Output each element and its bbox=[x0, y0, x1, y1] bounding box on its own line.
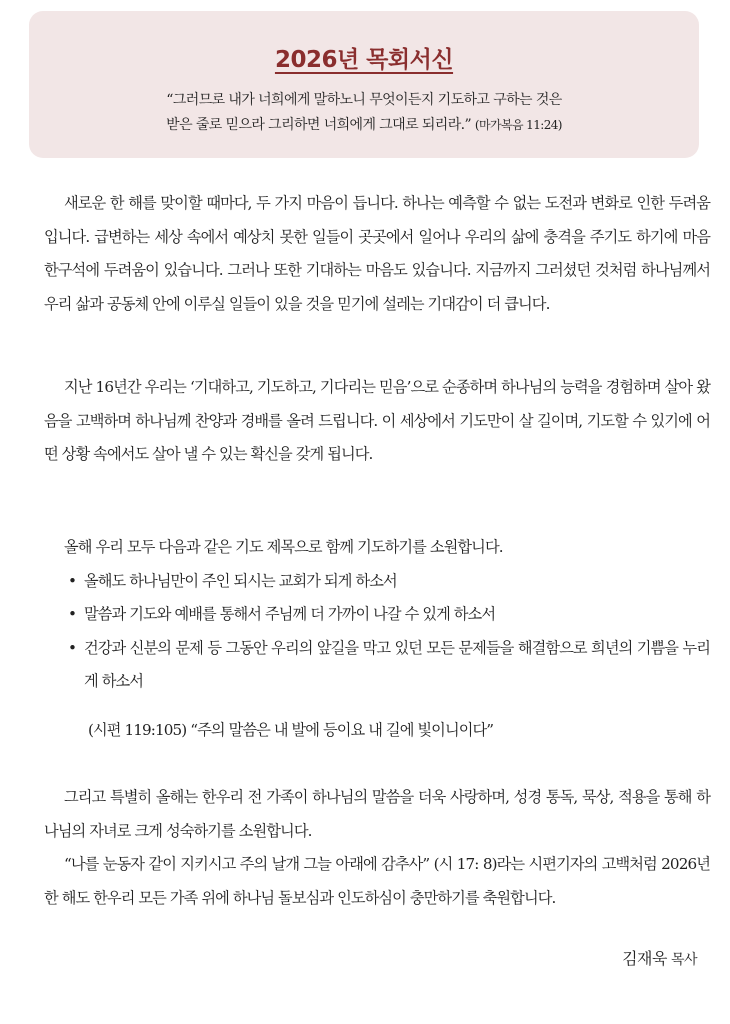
bullet-icon: • bbox=[68, 605, 77, 623]
closing-section bbox=[44, 781, 710, 915]
verse-line-1: “그러므로 내가 너희에게 말하노니 무엇이든지 기도하고 구하는 것은 bbox=[166, 92, 562, 108]
paragraph-5-text: “나를 눈동자 같이 지키시고 주의 날개 그늘 아래에 감추사” (시 17: 8)라는 시편기자의 고백처럼 2026년 한 해도 한우리 모든 가족 위에 하나님 돌보심과 인도하심이 충만하기를 축원합니다. bbox=[44, 855, 710, 907]
verse-line-2-text: 받은 줄로 믿으라 그리하면 너희에게 그대로 되리라.” bbox=[166, 117, 472, 133]
header-box bbox=[29, 11, 699, 158]
prayer-item bbox=[44, 632, 710, 699]
paragraph-2 bbox=[44, 371, 710, 472]
paragraph-1 bbox=[44, 187, 710, 321]
psalm-quote: (시편 119:105) “주의 말씀은 내 발에 등이요 내 길에 빛이니이다” bbox=[88, 721, 494, 739]
bullet-icon: • bbox=[68, 571, 77, 590]
bullet-icon: • bbox=[68, 638, 77, 657]
prayer-item-text: 건강과 신분의 문제 등 그동안 우리의 앞길을 막고 있던 모든 문제들을 해결함으로 희년의 기쁨을 누리게 하소서 bbox=[84, 638, 710, 690]
page-title: 2026년 목회서신 bbox=[274, 47, 454, 73]
prayer-section bbox=[44, 531, 710, 699]
verse-reference: (마가복음 11:24) bbox=[474, 118, 562, 132]
paragraph-1-text: 새로운 한 해를 맞이할 때마다, 두 가지 마음이 듭니다. 하나는 예측할 수 없는 도전과 변화로 인한 두려움입니다. 급변하는 세상 속에서 예상치 못한 일들이 곳곳에서 일어나 우리의 삶에 충격을 주기도 하기에 마음 한구석에 두려움이 있습니다. 그러나 또한 기대하는 마음도 있습니다. 지금까지 그러셨던 것처럼 하나님께서 우리 삶과 공동체 안에 이루실 일들이 있을 것을 믿기에 설레는 기대감이 더 큽니다. bbox=[44, 194, 710, 313]
signature bbox=[622, 946, 697, 969]
signature-name: 김재욱 bbox=[622, 949, 667, 968]
prayer-item bbox=[44, 598, 710, 632]
verse-line-2 bbox=[29, 113, 699, 138]
signature-role: 목사 bbox=[670, 952, 697, 968]
prayer-item bbox=[44, 565, 710, 599]
paragraph-4-text: 그리고 특별히 올해는 한우리 전 가족이 하나님의 말씀을 더욱 사랑하며, 성경 통독, 묵상, 적용을 통해 하나님의 자녀로 크게 성숙하기를 소원합니다. bbox=[44, 788, 710, 840]
prayer-list bbox=[44, 565, 710, 699]
prayer-item-text: 말씀과 기도와 예배를 통해서 주님께 더 가까이 나갈 수 있게 하소서 bbox=[84, 605, 496, 623]
prayer-item-text: 올해도 하나님만이 주인 되시는 교회가 되게 하소서 bbox=[84, 571, 397, 590]
header-verse bbox=[29, 88, 699, 138]
paragraph-2-text: 지난 16년간 우리는 ‘기대하고, 기도하고, 기다리는 믿음’으로 순종하며 하나님의 능력을 경험하며 살아 왔음을 고백하며 하나님께 찬양과 경배를 올려 드립니다. 이 세상에서 기도만이 살 길이며, 기도할 수 있기에 어떤 상황 속에서도 살아 낼 수 있는 확신을 갖게 됩니다. bbox=[44, 378, 710, 463]
prayer-intro: 올해 우리 모두 다음과 같은 기도 제목으로 함께 기도하기를 소원합니다. bbox=[64, 538, 503, 556]
